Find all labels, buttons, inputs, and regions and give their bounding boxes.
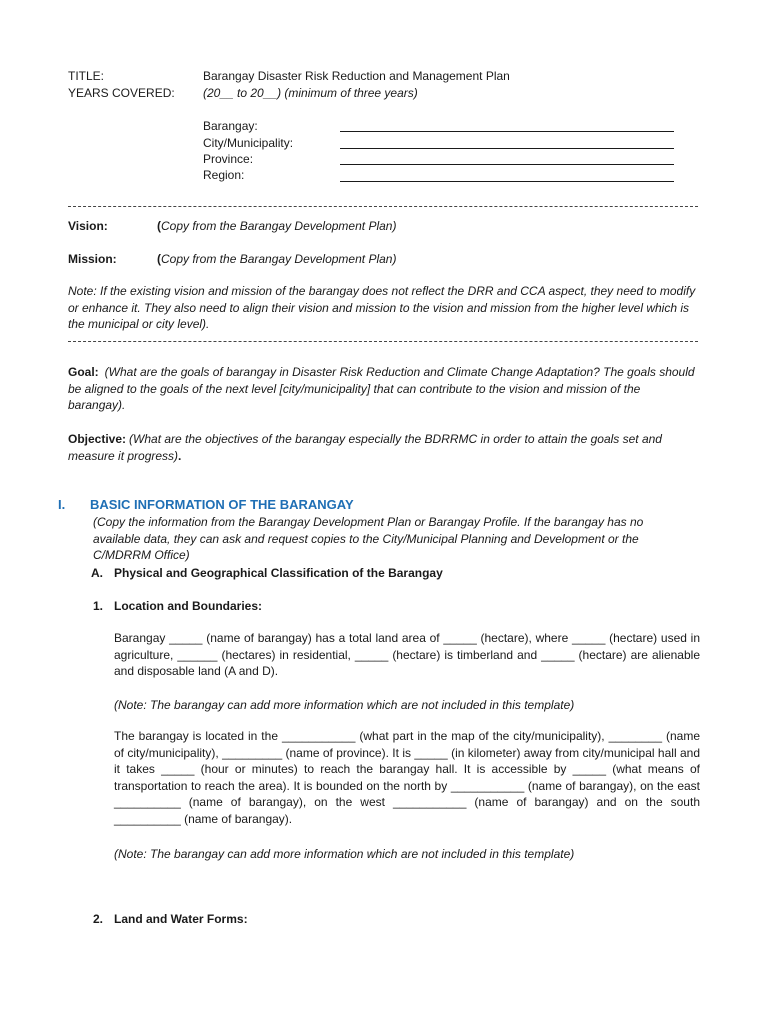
- years-covered-value: (20__ to 20__) (minimum of three years): [203, 86, 418, 100]
- section-intro: (Copy the information from the Barangay Development Plan or Barangay Profile. If the barangay has no available data, they can ask and request copies to the City/Municipal Planning and Development or the C/MDRRM Office): [93, 515, 644, 563]
- subsection-letter: A.: [91, 566, 103, 580]
- item-number: 1.: [93, 599, 104, 613]
- mission-open-paren: (: [157, 252, 161, 266]
- goal-label: Goal:: [68, 365, 99, 379]
- vision-open-paren: (: [157, 219, 161, 233]
- vision-label: Vision:: [68, 219, 108, 233]
- template-note: (Note: The barangay can add more information which are not included in this template): [114, 847, 575, 861]
- section-heading: BASIC INFORMATION OF THE BARANGAY: [90, 497, 354, 512]
- mission-text: Copy from the Barangay Development Plan): [161, 252, 397, 266]
- years-covered-label: YEARS COVERED:: [68, 86, 175, 100]
- subsection-title: Physical and Geographical Classification of the Barangay: [114, 566, 443, 580]
- mission-label: Mission:: [68, 252, 117, 266]
- objective-label: Objective:: [68, 432, 127, 446]
- province-blank-line: [340, 164, 674, 165]
- section-number: I.: [58, 497, 66, 512]
- city-municipality-label: City/Municipality:: [203, 136, 294, 150]
- region-label: Region:: [203, 168, 245, 182]
- goal-text: (What are the goals of barangay in Disaster Risk Reduction and Climate Change Adaptation? The goals should be aligned to the goals of the next level [city/municipality] that can contribute to the vision and mission of the barangay).: [68, 365, 695, 413]
- dashed-divider: [68, 206, 698, 207]
- region-blank-line: [340, 181, 674, 182]
- objective-period: .: [178, 448, 182, 463]
- title-label: TITLE:: [68, 69, 105, 83]
- dashed-divider: [68, 341, 698, 342]
- goal-block: [68, 364, 700, 414]
- location-paragraph: The barangay is located in the ___________ (what part in the map of the city/municipality), ________ (name of city/municipality), _________ (name of province). It is _____ (in kilometer) away from city/municipal hall and it takes _____ (hour or minutes) to reach the barangay hall. It is accessible by _____ (what means of transportation to reach the area). It is bounded on the north by ___________ (name of barangay), on the east __________ (name of barangay), on the west ___________ (name of barangay) and on the south __________ (name of barangay).: [114, 729, 700, 826]
- barangay-label: Barangay:: [203, 119, 258, 133]
- title-value: Barangay Disaster Risk Reduction and Management Plan: [203, 69, 510, 83]
- vision-mission-note: Note: If the existing vision and mission of the barangay does not reflect the DRR and CCA aspect, they need to modify or enhance it. They also need to align their vision and mission to the vision and mission from the higher level which is the municipal or city level).: [68, 284, 696, 332]
- vision-text: Copy from the Barangay Development Plan): [161, 219, 397, 233]
- barangay-blank-line: [340, 131, 674, 132]
- province-label: Province:: [203, 152, 254, 166]
- item-title: Location and Boundaries:: [114, 599, 263, 613]
- template-note: (Note: The barangay can add more information which are not included in this template): [114, 698, 575, 712]
- land-area-paragraph: Barangay _____ (name of barangay) has a total land area of _____ (hectare), where _____ (hectare) used in agriculture, ______ (hectares) in residential, _____ (hectare) is timberland and _____ (hectare) are alienable and disposable land (A and D).: [114, 631, 700, 679]
- objective-block: [68, 431, 700, 464]
- item-number: 2.: [93, 912, 104, 926]
- objective-text: (What are the objectives of the barangay especially the BDRRMC in order to attain the goals set and measure it progress): [68, 432, 662, 463]
- city-municipality-blank-line: [340, 148, 674, 149]
- item-title: Land and Water Forms:: [114, 912, 248, 926]
